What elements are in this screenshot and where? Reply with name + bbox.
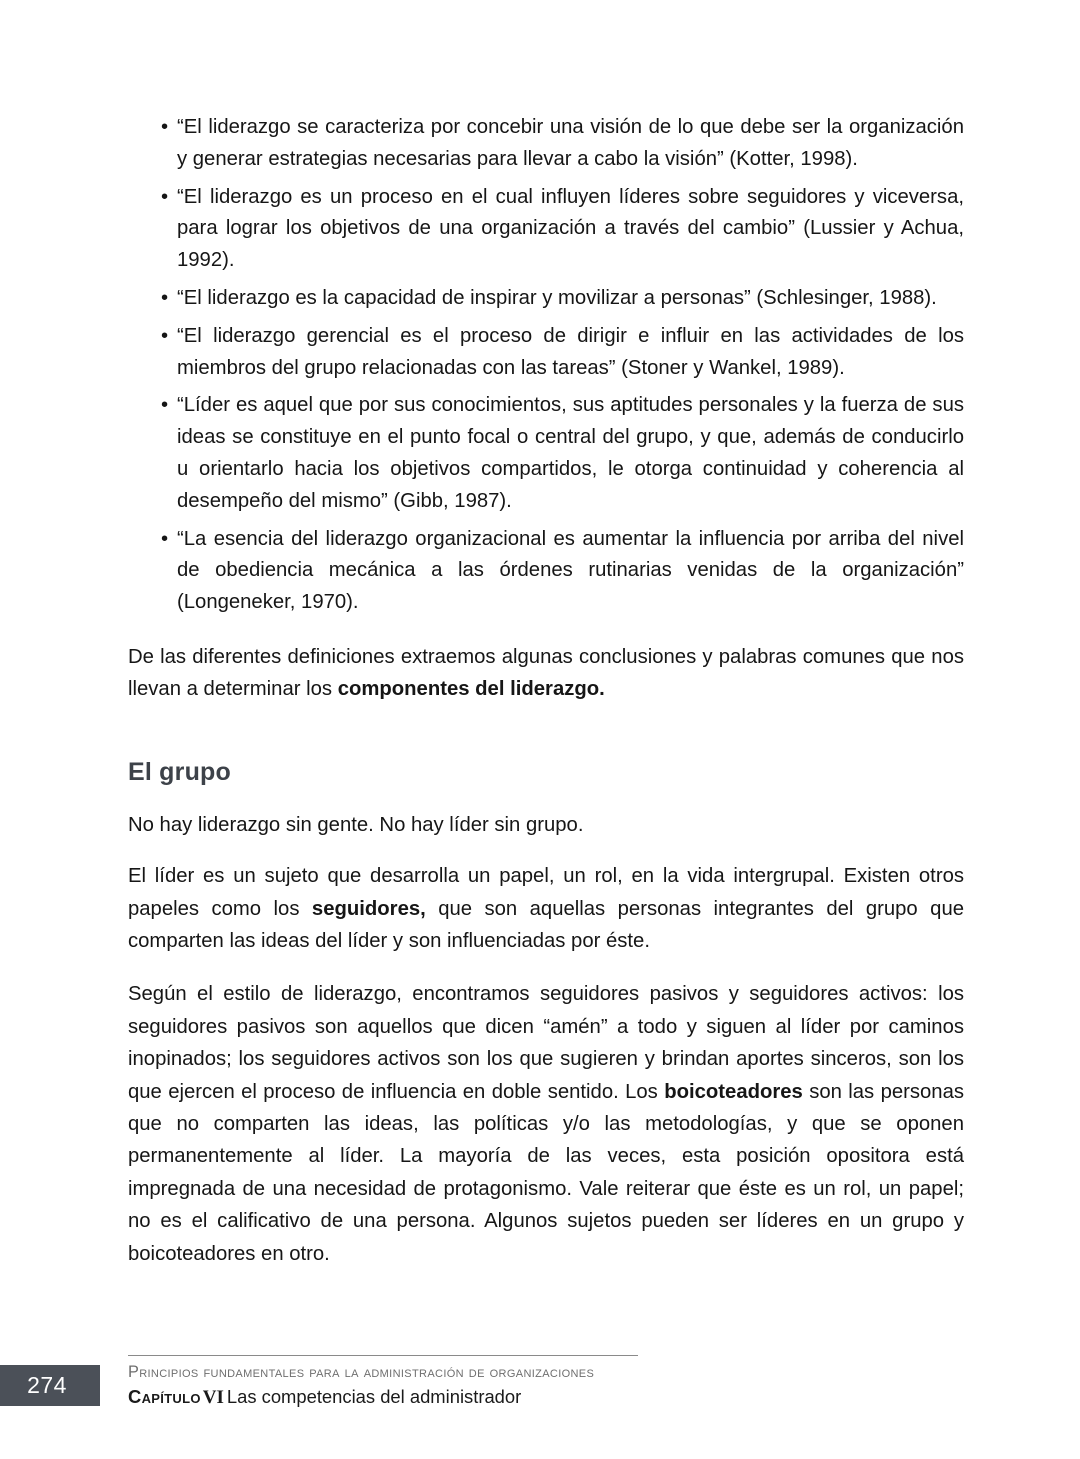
paragraph-text-cont: que son aquellas personas integrantes del grupo que comparten las ideas del líder y son influenciadas por éste.: [128, 897, 964, 952]
page-number-label: 274: [27, 1372, 67, 1398]
emphasis-seguidores: seguidores,: [311, 897, 426, 920]
list-item: [128, 283, 964, 315]
paragraph-text: El líder es un sujeto que desarrolla un papel, un rol, en la vida intergrupal. Existen otros papeles como los: [128, 865, 964, 920]
list-item-text: “La esencia del liderazgo organizacional es aumentar la influencia por arriba del nivel de obediencia mecánica a las órdenes rutinarias venidas de la organización” (Longeneker, 1970).: [177, 527, 964, 614]
footer-book-title: Principios fundamentales para la administración de organizaciones: [128, 1363, 595, 1381]
bullet-point-icon: •: [161, 394, 169, 417]
paragraph-leader-role: [128, 860, 964, 957]
definitions-bullet-list: [128, 112, 964, 619]
list-item: [128, 182, 964, 277]
list-item-text: “Líder es aquel que por sus conocimientos, sus aptitudes personales y la fuerza de sus ideas se constituye en el punto focal o central del grupo, y que, además de conducirlo u orientarlo hacia los objetivos compartidos, le otorga continuidad y coherencia al desempeño del mismo” (Gibb, 1987).: [177, 394, 964, 512]
footer-text-block: [128, 1362, 748, 1410]
emphasis-componentes-del-liderazgo: componentes del liderazgo.: [337, 678, 605, 701]
footer-chapter-title: Las competencias del administrador: [226, 1386, 522, 1407]
list-item: [128, 321, 964, 385]
bullet-point-icon: •: [161, 116, 169, 138]
list-item: [128, 112, 964, 176]
paragraph-text: De las diferentes definiciones extraemos algunas conclusiones y palabras comunes que nos llevan a determinar los: [128, 645, 964, 701]
footer-chapter-line: [128, 1384, 748, 1410]
list-item-text: “El liderazgo se caracteriza por concebir una visión de lo que debe ser la organización y generar estrategias necesarias para llevar a cabo la visión” (Kotter, 1998).: [177, 116, 964, 170]
bullet-point-icon: •: [161, 286, 169, 309]
paragraph-text-cont: son las personas que no comparten las ideas, las políticas y/o las metodologías, y que se oponen permanentemente al líder. La mayoría de las veces, esta posición opositora está impregnada de una necesidad de protagonismo. Vale reiterar que éste es un rol, un papel; no es el calificativo de una persona. Algunos sujetos pueden ser líderes en un grupo y boicoteadores en otro.: [128, 1080, 965, 1265]
list-item: [128, 524, 964, 619]
list-item-text: “El liderazgo gerencial es el proceso de dirigir e influir en las actividades de los miembros del grupo relacionadas con las tareas” (Stoner y Wankel, 1989).: [177, 324, 964, 379]
list-item: [128, 390, 964, 517]
list-item-text: “El liderazgo es un proceso en el cual influyen líderes sobre seguidores y viceversa, para lograr los objetivos de una organización a través del cambio” (Lussier y Achua, 1992).: [177, 185, 964, 272]
bullet-point-icon: •: [161, 324, 169, 347]
page-number-badge: [0, 1365, 100, 1406]
page-content: [128, 112, 964, 1270]
list-item-text: “El liderazgo es la capacidad de inspirar y movilizar a personas” (Schlesinger, 1988).: [177, 286, 937, 309]
emphasis-boicoteadores: boicoteadores: [664, 1080, 803, 1103]
paragraph-text: Según el estilo de liderazgo, encontramos seguidores pasivos y seguidores activos: los seguidores pasivos son aquellos que dicen “amén” a todo y siguen al líder por caminos inopinados; los seguidores activos son los que sugieren y brindan aportes sinceros, son los que ejercen el proceso de influencia en doble sentido. Los: [128, 983, 964, 1103]
bullet-point-icon: •: [161, 527, 169, 550]
bullet-point-icon: •: [161, 185, 169, 208]
footer-chapter-word: Capítulo: [128, 1386, 201, 1407]
paragraph-followers: [128, 978, 964, 1270]
section-heading-wrapper: [128, 758, 964, 787]
footer-chapter-number: VI: [202, 1387, 224, 1408]
page-footer: [0, 1348, 1080, 1459]
page-title: El grupo: [128, 757, 231, 786]
footer-divider: [128, 1355, 638, 1356]
paragraph-conclusions: [128, 641, 964, 706]
paragraph-no-leadership: No hay liderazgo sin gente. No hay líder sin grupo.: [128, 813, 584, 836]
